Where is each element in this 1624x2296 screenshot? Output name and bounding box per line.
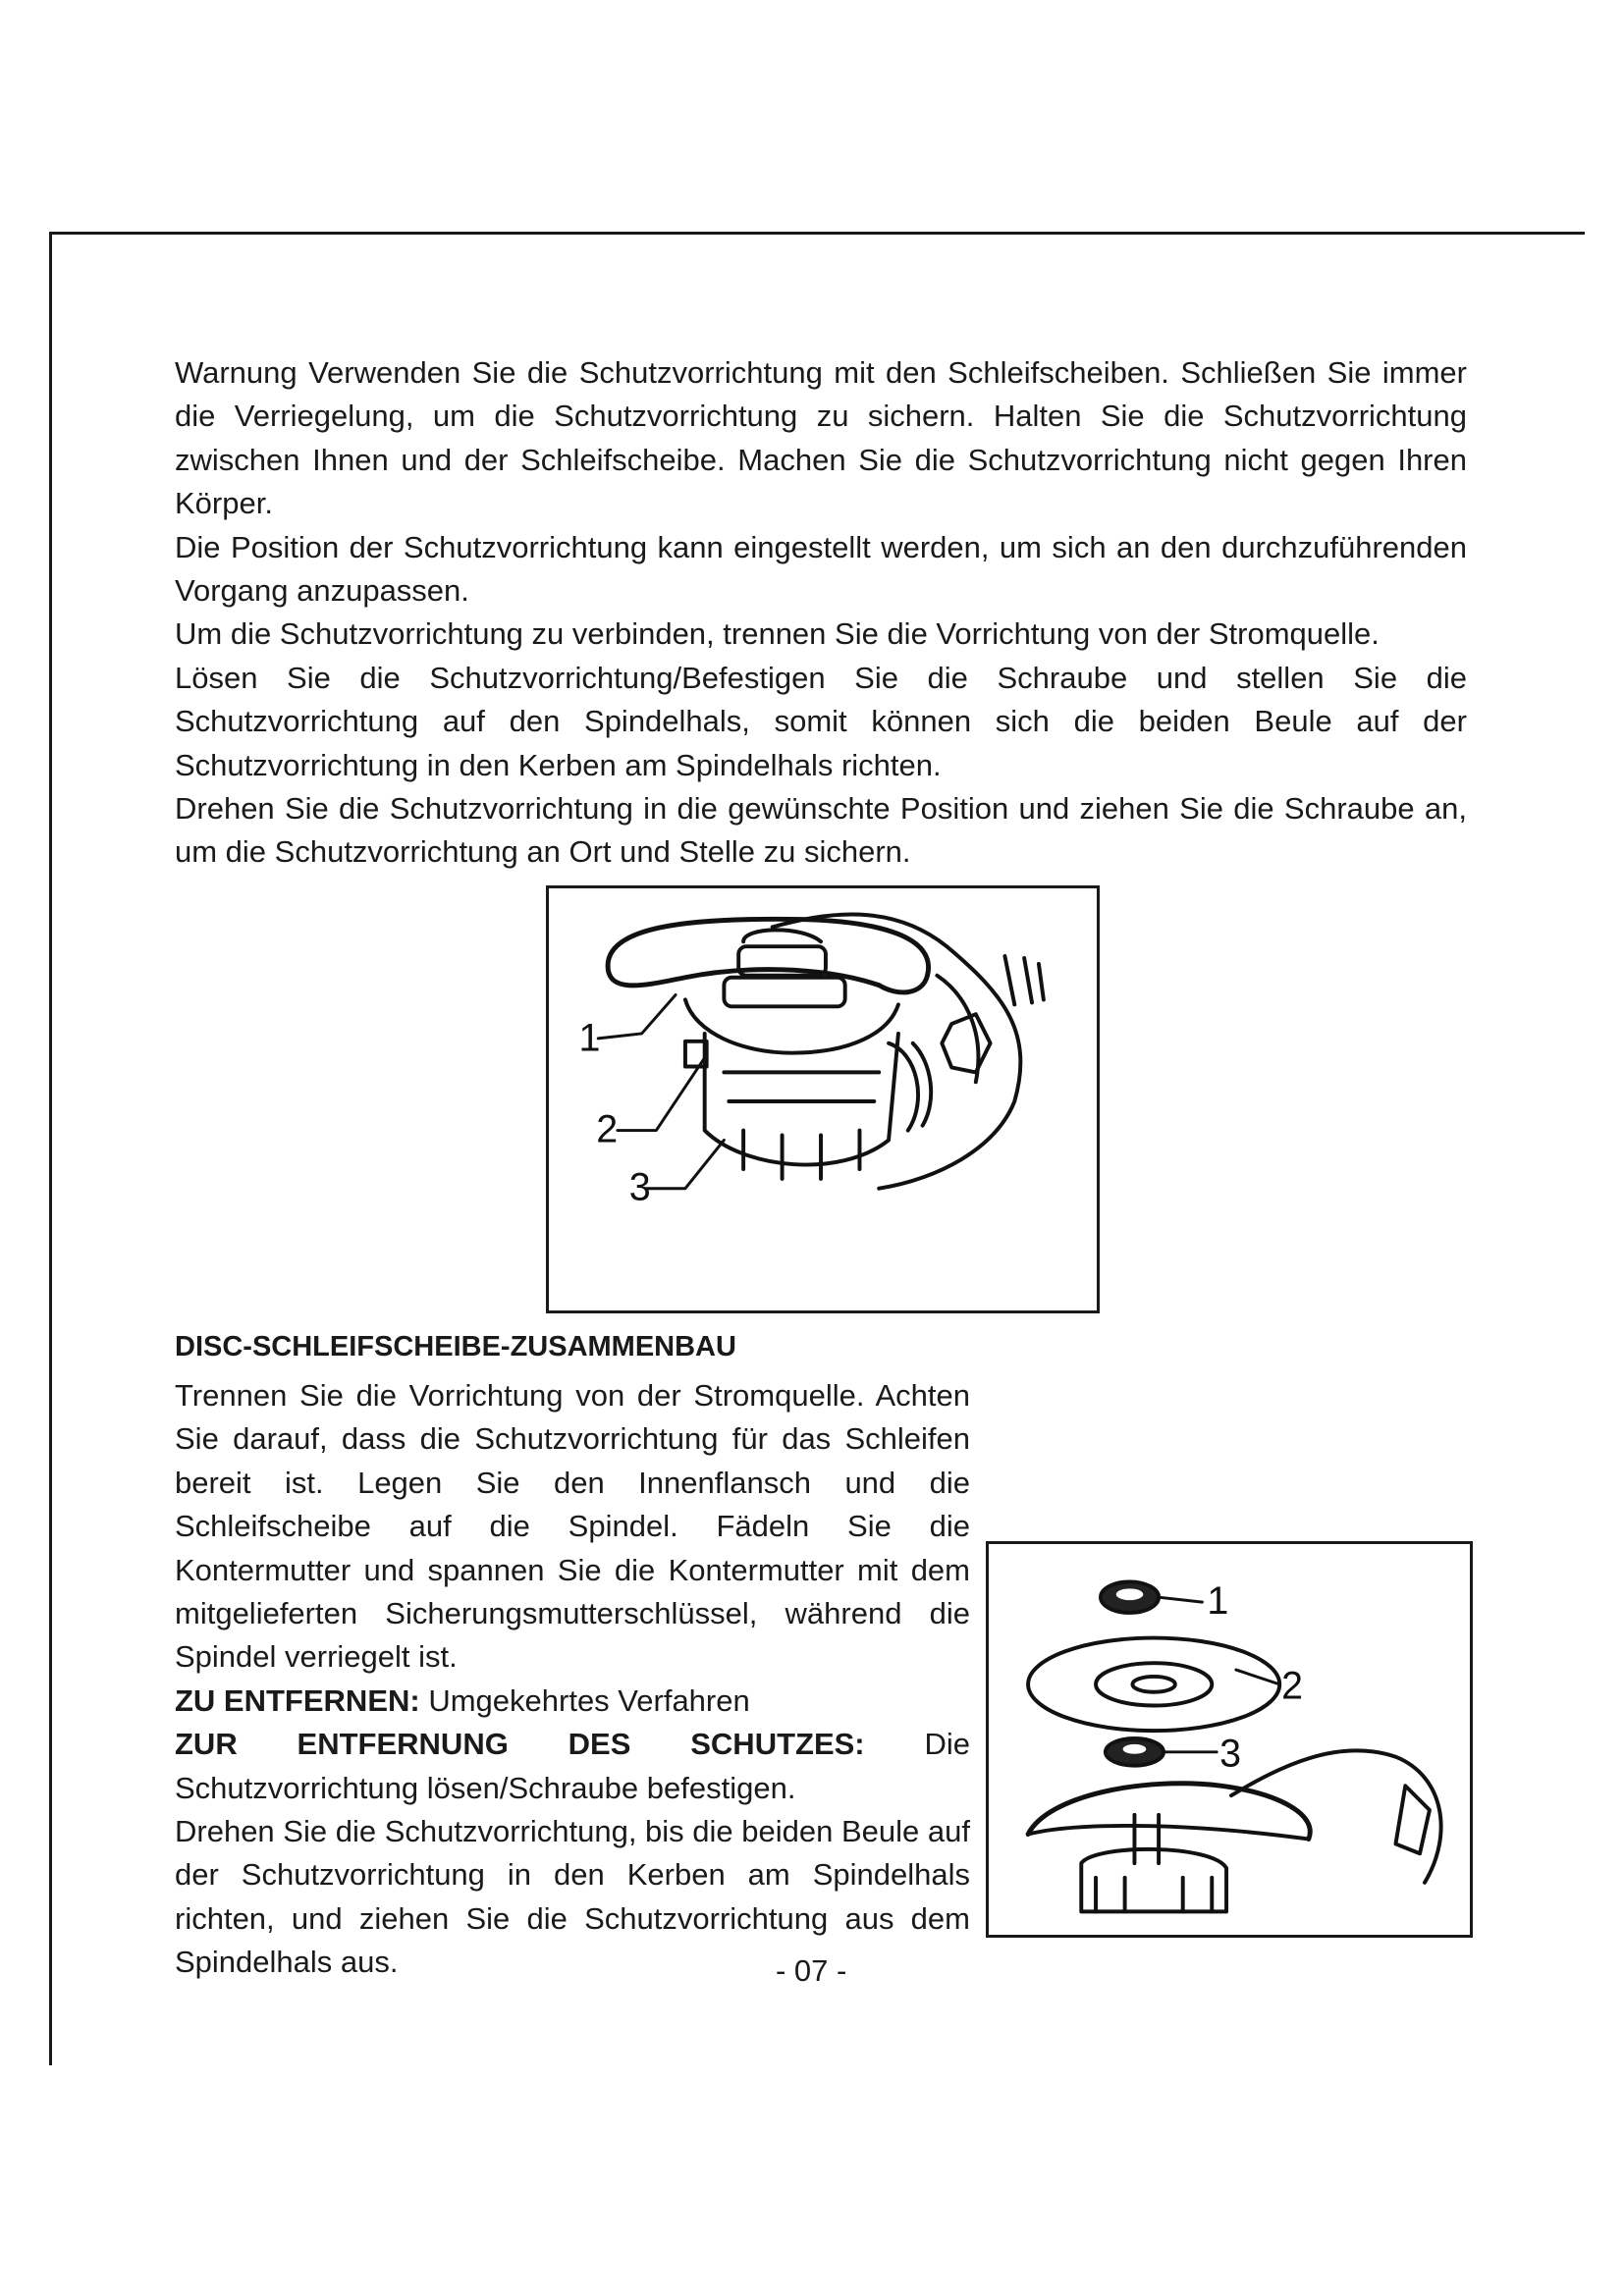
remove-label: ZU ENTFERNEN: (175, 1682, 420, 1718)
position-paragraph: Die Position der Schutzvorrichtung kann eingestellt werden, um sich an den durchzuführenden Vorgang anzupassen. (175, 529, 1467, 609)
page-frame-left (49, 232, 52, 2065)
guard-removal-text: Die Schutzvorrichtung lösen/Schraube befestigen. (175, 1727, 970, 1805)
page-number: - 07 - (776, 1953, 847, 1988)
warning-paragraph: Warnung Verwenden Sie die Schutzvorrichtung mit den Schleifscheiben. Schließen Sie immer die Verriegelung, um die Schutzvorrichtung zu sichern. Halten Sie die Schutzvorrichtung zwischen Ihnen und der Schleifscheibe. Machen Sie die Schutzvorrichtung nicht gegen Ihren Körper. (175, 355, 1467, 521)
assembly-heading: DISC-SCHLEIFSCHEIBE-ZUSAMMENBAU (175, 1331, 736, 1362)
guard-drawing (549, 888, 1097, 1310)
guard-removal-line (175, 1723, 970, 1810)
loosen-paragraph: Lösen Sie die Schutzvorrichtung/Befestigen Sie die Schraube und stellen Sie die Schutzvorrichtung auf den Spindelhals, somit können sich die beiden Beule auf der Schutzvorrichtung in den Kerben am Spindelhals richten. (175, 660, 1467, 782)
rotate-paragraph: Drehen Sie die Schutzvorrichtung in die gewünschte Position und ziehen Sie die Schraube an, um die Schutzvorrichtung an Ort und Stelle zu sichern. (175, 791, 1467, 870)
remove-line (175, 1680, 970, 1723)
assembly-paragraph: Trennen Sie die Vorrichtung von der Stromquelle. Achten Sie darauf, dass die Schutzvorrichtung für das Schleifen bereit ist. Legen Sie den Innenflansch und die Schleifscheibe auf die Spindel. Fädeln Sie die Kontermutter und spannen Sie die Kontermutter mit dem mitgelieferten Sicherungsmutterschlüssel, während die Spindel verriegelt ist. (175, 1378, 970, 1675)
guard-instructions (175, 351, 1467, 875)
remove-text: Umgekehrtes Verfahren (419, 1682, 750, 1718)
disc-assembly-drawing (989, 1544, 1470, 1935)
connect-paragraph: Um die Schutzvorrichtung zu verbinden, trennen Sie die Vorrichtung von der Stromquelle. (175, 616, 1380, 652)
assembly-instructions (175, 1374, 970, 1985)
guard-illustration (546, 885, 1100, 1313)
callout-1: 1 (578, 1016, 601, 1060)
page-frame-top (49, 232, 1585, 235)
disc-assembly-illustration (986, 1541, 1473, 1938)
guard-removal-label: ZUR ENTFERNUNG DES SCHUTZES: (175, 1727, 865, 1762)
callout-1: 1 (1207, 1578, 1229, 1623)
callout-3: 3 (628, 1165, 651, 1209)
callout-3: 3 (1219, 1732, 1242, 1776)
guard-removal-paragraph: Drehen Sie die Schutzvorrichtung, bis die beiden Beule auf der Schutzvorrichtung in den Kerben am Spindelhals richten, und ziehen Sie die Schutzvorrichtung aus dem Spindelhals aus. (175, 1814, 970, 1980)
callout-2: 2 (596, 1107, 619, 1151)
callout-2: 2 (1281, 1664, 1304, 1708)
